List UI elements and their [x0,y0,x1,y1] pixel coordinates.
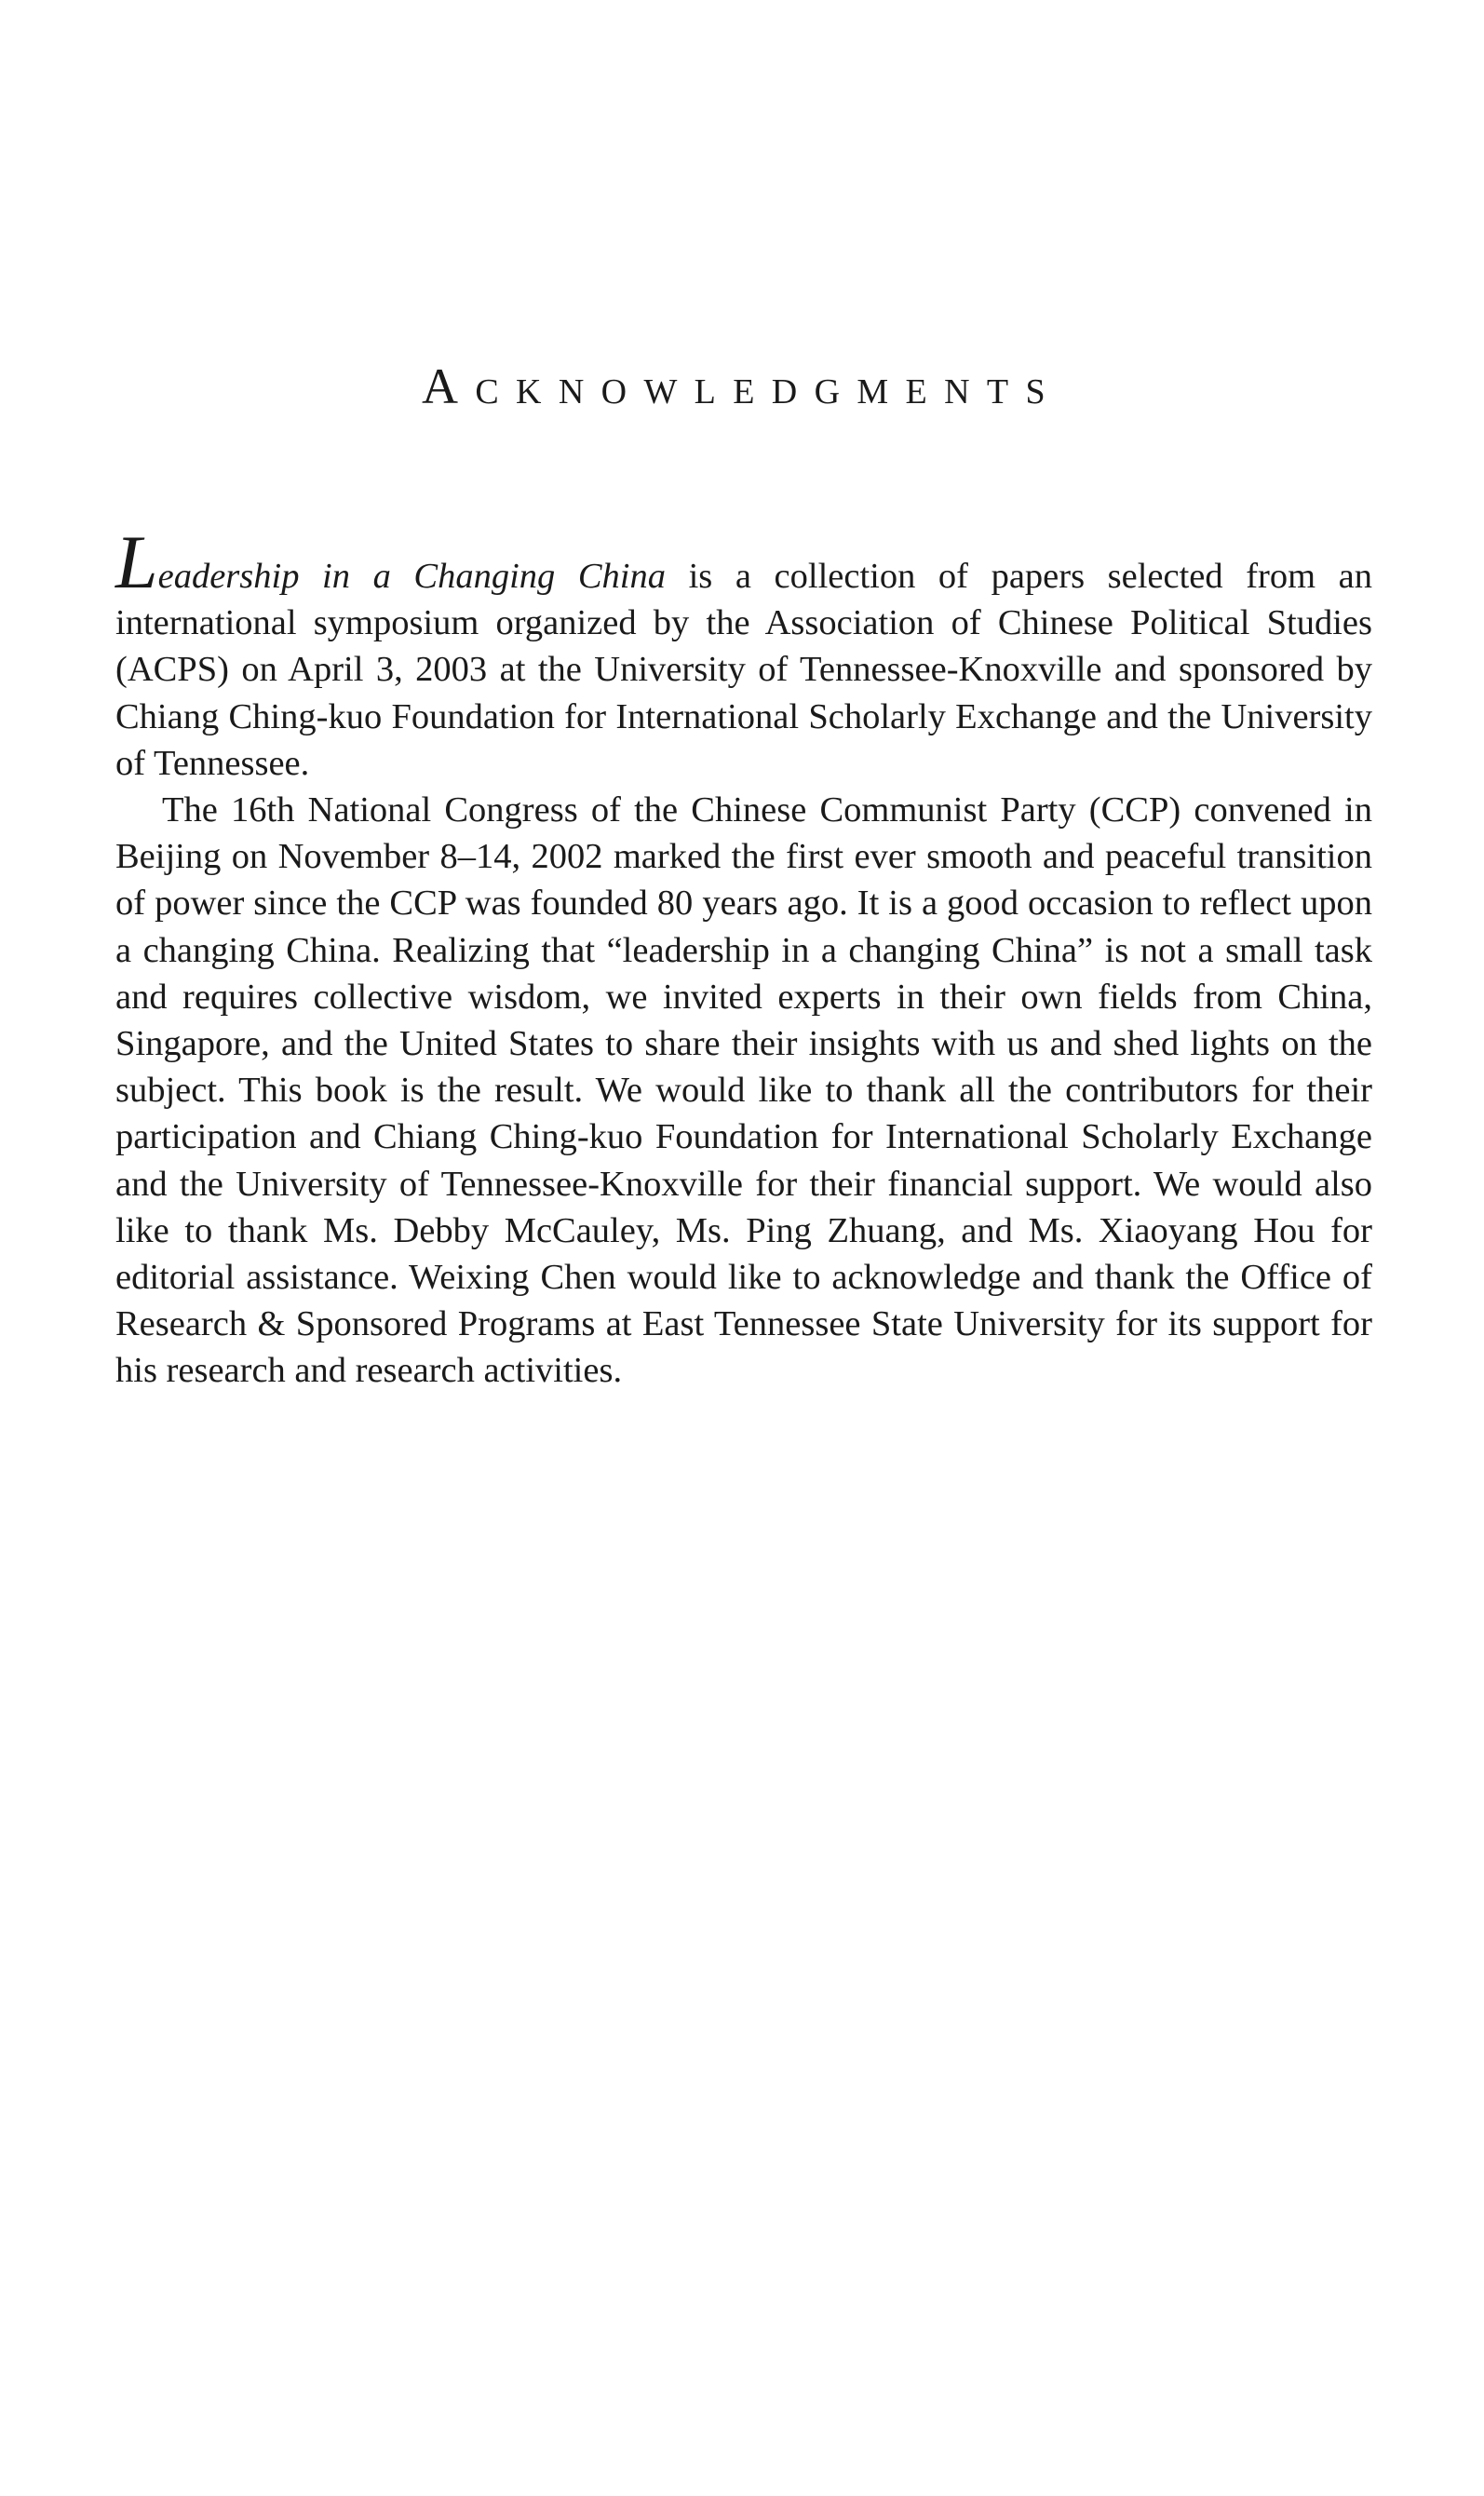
book-title: eadership in a Changing China [157,557,666,596]
paragraph-2: The 16th National Congress of the Chinese Communist Party (CCP) convened in Beijing on November 8–14, 2002 marked the first ever smooth and peaceful transition of power since the CCP was founded 80 years ago. It is a good occasion to reflect upon a changing China. Realizing that “leadership in a changing China” is not a small task and requires collective wisdom, we invited experts in their own fields from China, Singapore, and the United States to share their insights with us and shed lights on the subject. This book is the result. We would like to thank all the contributors for their participation and Chiang Ching-kuo Foundation for International Scholarly Exchange and the University of Tennessee-Knoxville for their financial support. We would also like to thank Ms. Debby McCauley, Ms. Ping Zhuang, and Ms. Xiaoyang Hou for editorial assistance. Weixing Chen would like to acknowledge and thank the Office of Research & Sponsored Programs at East Tennessee State University for its support for his research and research activities. [115,790,1372,1391]
paragraph-1-text: is a collection of papers selected from an international symposium organized by the Association of Chinese Political Studies (ACPS) on April 3, 2003 at the University of Tennessee-Knoxville and sponsored by Chiang Ching-kuo Foundation for International Scholarly Exchange and the University of Tennessee. [115,557,1372,783]
acknowledgments-body [115,519,1372,1395]
paragraph-1 [115,519,1372,787]
page-title: Acknowledgments [421,358,1063,414]
drop-cap: L [115,519,158,604]
